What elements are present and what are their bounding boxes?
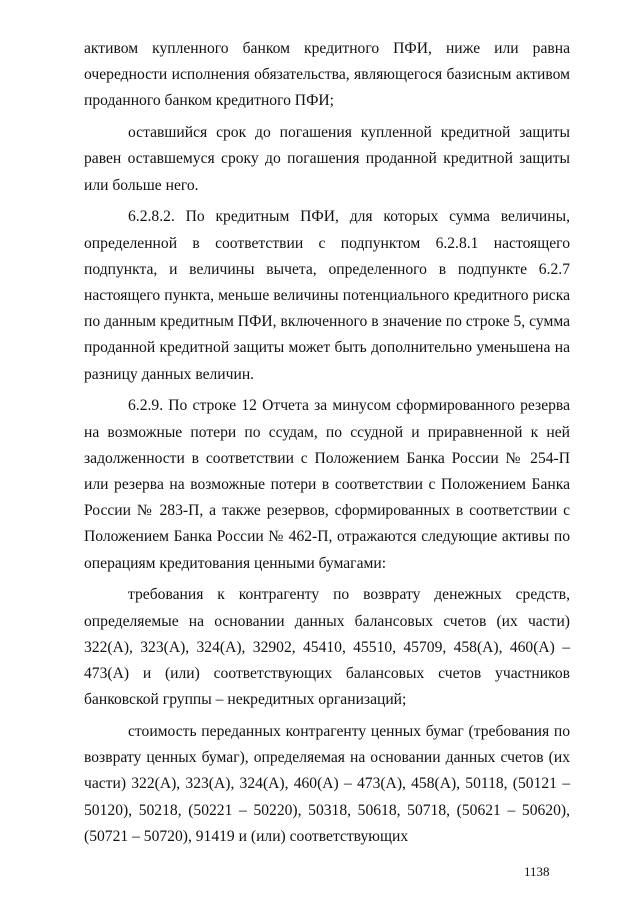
paragraph-1: активом купленного банком кредитного ПФИ, ниже или равна очередности исполнения обязательства, являющегося базисным активом проданного банком кредитного ПФИ;	[84, 40, 570, 110]
paragraph-5: требования к контрагенту по возврату денежных средств, определяемые на основании данных балансовых счетов (их части) 322(А), 323(А), 324(А), 32902, 45410, 45510, 45709, 458(А), 460(А) – 473(А) и (или) соответствующих балансовых счетов участников банковской группы – некредитных организаций;	[84, 586, 570, 709]
paragraph-2: оставшийся срок до погашения купленной кредитной защиты равен оставшемуся сроку до погашения проданной кредитной защиты или больше него.	[84, 124, 570, 194]
paragraph-3: 6.2.8.2. По кредитным ПФИ, для которых сумма величины, определенной в соответствии с подпунктом 6.2.8.1 настоящего подпункта, и величины вычета, определенного в подпункте 6.2.7 настоящего пункта, меньше величины потенциального кредитного риска по данным кредитным ПФИ, включенного в значение по строке 5, сумма проданной кредитной защиты может быть дополнительно уменьшена на разницу данных величин.	[84, 208, 570, 383]
paragraph-4: 6.2.9. По строке 12 Отчета за минусом сформированного резерва на возможные потери по ссудам, по ссудной и приравненной к ней задолженности в соответствии с Положением Банка России № 254-П или резерва на возможные потери в соответствии с Положением Банка России № 283-П, а также резервов, сформированных в соответствии с Положением Банка России № 462-П, отражаются следующие активы по операциям кредитования ценными бумагами:	[84, 397, 570, 572]
page-number: 1138	[524, 864, 550, 879]
document-body	[84, 36, 570, 856]
paragraph-6: стоимость переданных контрагенту ценных бумаг (требования по возврату ценных бумаг), определяемая на основании данных счетов (их части) 322(А), 323(А), 324(А), 460(А) – 473(А), 458(А), 50118, (50121 – 50120), 50218, (50221 – 50220), 50318, 50618, 50718, (50621 – 50620), (50721 – 50720), 91419 и (или) соответствующих	[84, 723, 570, 845]
